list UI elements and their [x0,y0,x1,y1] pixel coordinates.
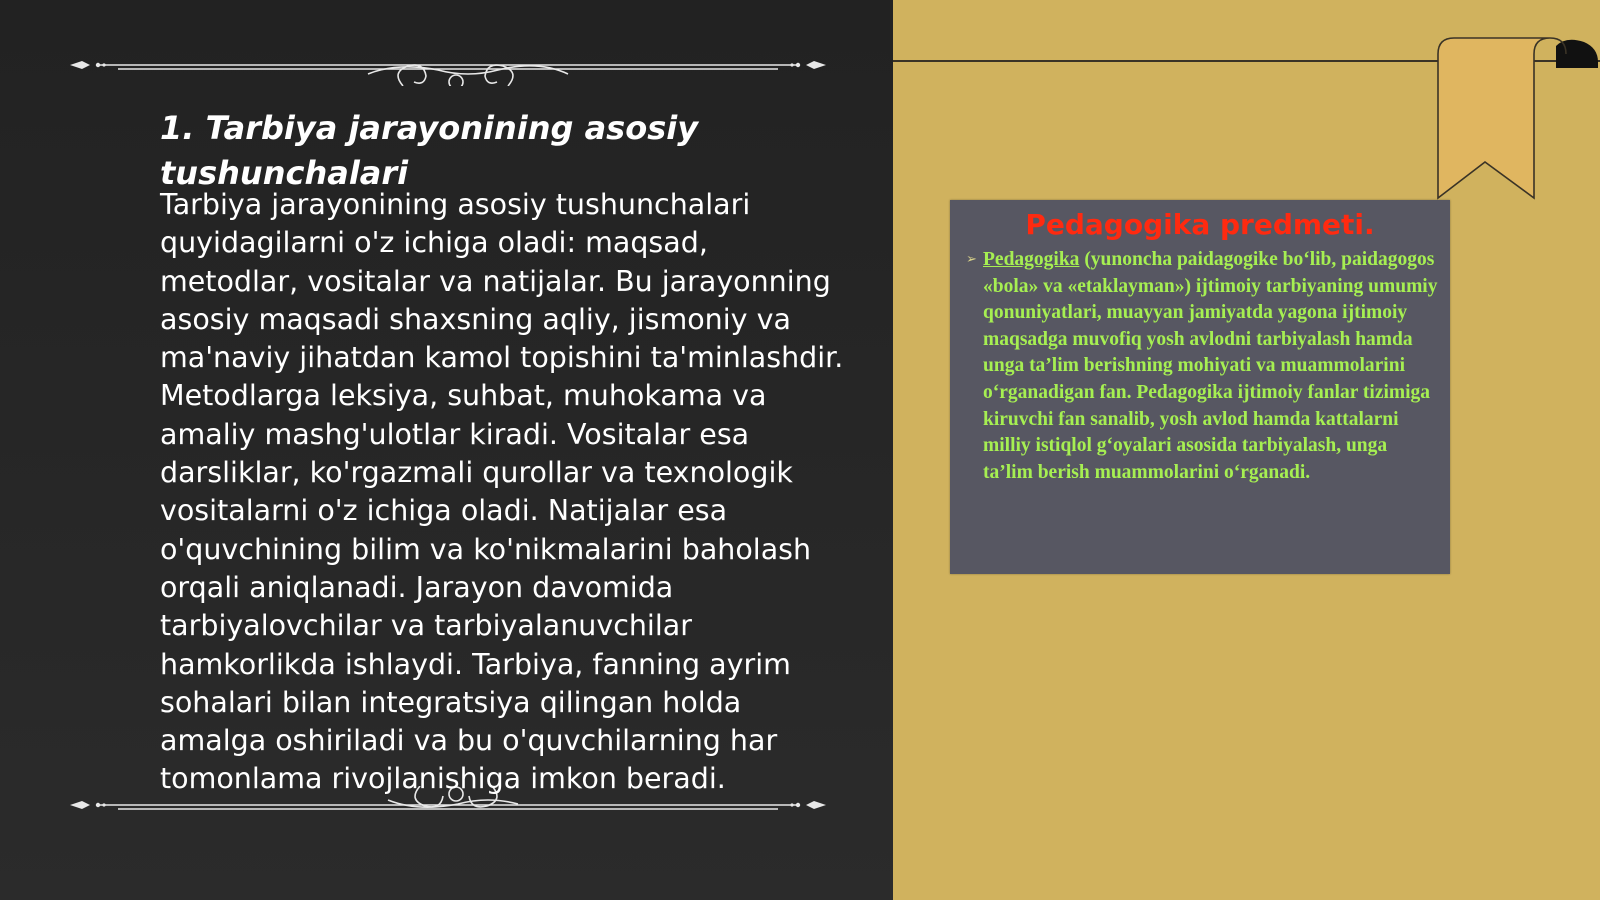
card-title: Pedagogika predmeti. [1025,208,1375,241]
pedagogika-card [950,200,1450,574]
bookmark-ribbon-icon [1436,36,1600,200]
card-term-link[interactable]: Pedagogika [983,249,1080,270]
card-paragraph [983,247,1439,486]
arrow-bullet-icon: ➢ [966,252,977,267]
card-definition-text: (yunoncha paidagogike bo‘lib, paidagogos «bola» va «etaklayman») ijtimoiy tarbiyaning umumiy qonuniyatlari, muayyan jamiyatda yagona ijtimoiy maqsadga muvofiq yosh avlodni tarbiyalash hamda unga ta’lim berishning mohiyati va muammolarini o‘rganadigan fan. Pedagogika ijtimoiy fanlar tizimiga kiruvchi fan sanalib, yosh avlod hamda kattalarni milliy istiqlol g‘oyalari asosida tarbiyalash, unga ta’lim berish muammolarini o‘rganadi. [983,249,1438,483]
slide-title: 1. Tarbiya jarayonining asosiy tushunchalari [160,109,699,192]
top-scroll-divider-icon [68,46,828,86]
slide-body-text: Tarbiya jarayonining asosiy tushunchalari quyidagilarni o'z ichiga oladi: maqsad, metodlar, vositalar va natijalar. Bu jarayonning asosiy maqsadi shaxsning aqliy, jismoniy va ma'naviy jihatdan kamol topishini ta'minlashdir. Metodlarga leksiya, suhbat, muhokama va amaliy mashg'ulotlar kiradi. Vositalar esa darsliklar, ko'rgazmali qurollar va texnologik vositalarni o'z ichiga oladi. Natijalar esa o'quvchining bilim va ko'nikmalarini baholash orqali aniqlanadi. Jarayon davomida tarbiyalovchilar va tarbiyalanuvchilar hamkorlikda ishlaydi. Tarbiya, fanning ayrim sohalari bilan integratsiya qilingan holda amalga oshiriladi va bu o'quvchilarning har tomonlama rivojlanishiga imkon beradi. [160,188,844,796]
